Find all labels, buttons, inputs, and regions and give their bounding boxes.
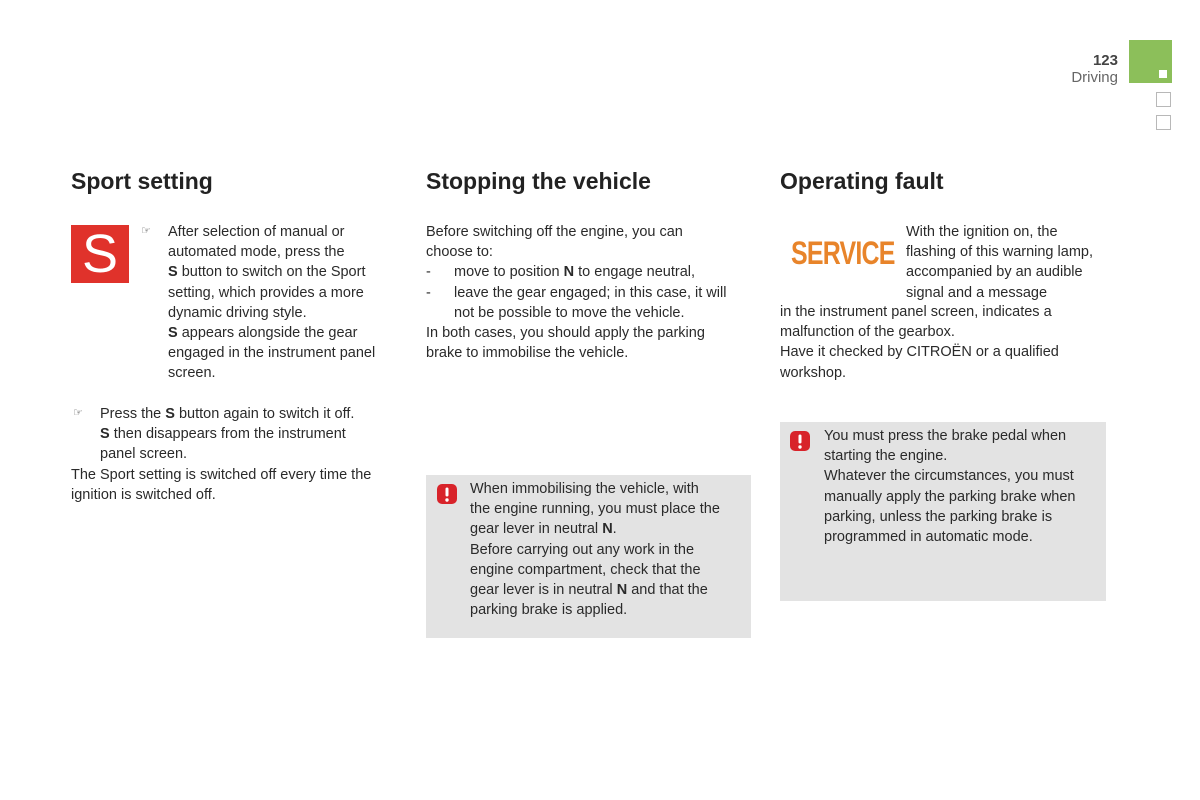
text-line: choose to:: [426, 244, 493, 261]
section-square-2: [1156, 115, 1171, 130]
sport-setting-title: Sport setting: [71, 168, 213, 194]
fault-body: [780, 302, 1120, 383]
arrow-bullet-icon: ☞: [141, 225, 151, 237]
bold-n: N: [563, 264, 575, 281]
sport-footer: [71, 465, 411, 505]
text-line: engine compartment, check that the: [470, 561, 701, 578]
text-line: [168, 262, 400, 282]
text-span: Press the: [100, 406, 166, 422]
bold-s: S: [168, 325, 178, 342]
dash-item: [426, 262, 756, 282]
operating-fault-title: Operating fault: [780, 168, 944, 194]
text-line: The Sport setting is switched off every time the: [71, 467, 372, 483]
text-line: When immobilising the vehicle, with: [470, 481, 699, 497]
section-tab-marker: [1159, 70, 1167, 78]
bold-n: N: [602, 521, 613, 538]
text-line: parking, unless the parking brake is: [824, 508, 1053, 525]
text-line: not be possible to move the vehicle.: [454, 304, 685, 321]
text-line: parking brake is applied.: [470, 602, 628, 619]
sport-bullet-2: [100, 404, 400, 465]
text-line: the engine running, you must place the: [470, 501, 720, 518]
stopping-note-text: [470, 479, 750, 620]
page-header: [1071, 52, 1118, 87]
text-line: Before carrying out any work in the: [470, 541, 695, 558]
text-line: After selection of manual or: [168, 224, 345, 240]
text-line: Whatever the circumstances, you must: [824, 468, 1074, 485]
text-line: Have it checked by CITROËN or a qualified: [780, 344, 1059, 361]
section-tab: [1129, 40, 1172, 83]
text-line: Before switching off the engine, you can: [426, 224, 683, 240]
fault-note-text: [824, 426, 1102, 547]
text-line: engaged in the instrument panel: [168, 345, 376, 362]
bold-s: S: [100, 426, 110, 443]
stopping-title: Stopping the vehicle: [426, 168, 651, 194]
text-span: button to switch on the Sport: [177, 264, 366, 281]
stopping-body: [426, 222, 756, 363]
text-line: screen.: [168, 365, 216, 382]
text-line: [470, 580, 750, 600]
text-span: appears alongside the gear: [177, 325, 358, 342]
text-span: gear lever is in neutral: [470, 582, 617, 599]
text-line: workshop.: [780, 364, 847, 381]
text-line: in the instrument panel screen, indicates a: [780, 304, 1052, 320]
text-span: to engage neutral,: [574, 264, 696, 281]
bold-s: S: [168, 264, 178, 281]
warning-exclamation-icon: [436, 483, 458, 505]
dash-marker: -: [426, 264, 431, 281]
text-line: manually apply the parking brake when: [824, 488, 1076, 505]
text-span: gear lever in neutral: [470, 521, 603, 538]
text-span: then disappears from the instrument: [109, 426, 346, 443]
text-span: .: [612, 521, 617, 538]
text-span: leave the gear engaged; in this case, it will: [454, 284, 727, 301]
dash-marker: -: [426, 284, 431, 301]
text-line: accompanied by an audible: [906, 264, 1083, 281]
sport-s-icon: S: [71, 225, 129, 283]
text-span: move to position: [454, 264, 564, 281]
text-line: malfunction of the gearbox.: [780, 324, 955, 341]
text-line: automated mode, press the: [168, 244, 345, 261]
text-line: flashing of this warning lamp,: [906, 244, 1093, 261]
fault-body-right: [906, 222, 1121, 303]
text-line: [100, 424, 400, 444]
text-line: panel screen.: [100, 446, 188, 463]
section-square-1: [1156, 92, 1171, 107]
arrow-bullet-icon: ☞: [73, 407, 83, 419]
warning-exclamation-icon: [789, 430, 811, 452]
text-span: button again to switch it off.: [174, 406, 355, 422]
fault-warning-note: [780, 422, 1106, 601]
text-line: signal and a message: [906, 284, 1048, 301]
text-line: programmed in automatic mode.: [824, 529, 1033, 546]
section-name: Driving: [1071, 69, 1118, 86]
stopping-warning-note: [426, 475, 751, 638]
text-line: setting, which provides a more: [168, 284, 364, 301]
text-line: ignition is switched off.: [71, 487, 216, 504]
text-span: and that the: [627, 582, 708, 599]
text-line: starting the engine.: [824, 448, 948, 465]
page-number: 123: [1092, 52, 1118, 69]
text-line: With the ignition on, the: [906, 224, 1058, 240]
text-line: [470, 519, 750, 539]
dash-item: [426, 283, 756, 303]
text-line: dynamic driving style.: [168, 304, 307, 321]
text-line: [168, 323, 400, 343]
text-line: [100, 404, 400, 424]
sport-bullet-1: [168, 222, 400, 384]
text-line: In both cases, you should apply the parking: [426, 325, 705, 342]
bold-n: N: [616, 582, 628, 599]
bold-s: S: [165, 406, 175, 422]
text-line: You must press the brake pedal when: [824, 428, 1067, 444]
service-warning-lamp-icon: SERVICE: [791, 235, 895, 271]
text-line: brake to immobilise the vehicle.: [426, 345, 629, 362]
